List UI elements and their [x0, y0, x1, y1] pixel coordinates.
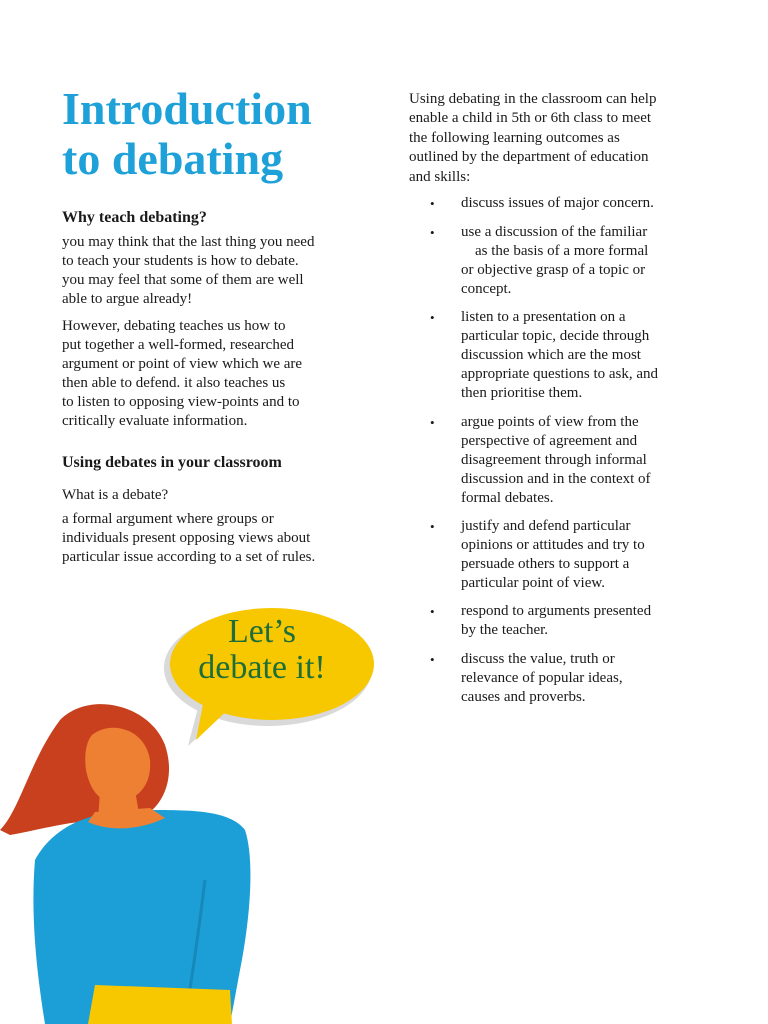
why-paragraph-2 — [62, 317, 382, 431]
using-heading: Using debates in your classroom — [62, 454, 282, 471]
bullet-dot: • — [430, 652, 435, 667]
text-line: individuals present opposing views about — [62, 530, 311, 546]
text-line: put together a well-formed, researched — [62, 337, 294, 353]
text-line: persuade others to support a — [461, 556, 630, 572]
text-line: discussion which are the most — [461, 347, 641, 363]
text-line: formal debates. — [461, 490, 554, 506]
text-line: by the teacher. — [461, 622, 549, 638]
text-line: particular point of view. — [461, 575, 605, 591]
text-line: relevance of popular ideas, — [461, 670, 623, 686]
title-line: to debating — [62, 133, 284, 184]
debate-definition — [62, 510, 382, 567]
why-heading: Why teach debating? — [62, 209, 207, 226]
text-line: then prioritise them. — [461, 385, 583, 401]
text-line: opinions or attitudes and try to — [461, 537, 645, 553]
page-title — [62, 84, 382, 184]
bubble-line: Let’s — [228, 613, 296, 650]
text-line: listen to a presentation on a — [461, 309, 626, 325]
text-line: appropriate questions to ask, and — [461, 366, 659, 382]
bullet-dot: • — [430, 415, 435, 430]
text-line: enable a child in 5th or 6th class to meet — [409, 110, 652, 127]
text-line: then able to defend. it also teaches us — [62, 375, 286, 391]
text-line: able to argue already! — [62, 291, 193, 307]
text-line: the following learning outcomes as — [409, 129, 620, 146]
text-line: and skills: — [409, 168, 471, 185]
text-line: argument or point of view which we are — [62, 356, 303, 372]
pants-shape — [88, 985, 232, 1024]
text-line: particular issue according to a set of rules. — [62, 549, 316, 565]
text-line: as the basis of a more formal — [475, 243, 649, 259]
debate-question — [62, 486, 382, 505]
speech-bubble-text — [172, 614, 352, 686]
text-line: causes and proverbs. — [461, 689, 586, 705]
text-line: perspective of agreement and — [461, 433, 638, 449]
text-line: discuss issues of major concern. — [461, 195, 654, 211]
text-line: discuss the value, truth or — [461, 651, 615, 667]
text-line: justify and defend particular — [461, 518, 631, 534]
text-line: or objective grasp of a topic or — [461, 262, 646, 278]
bullet-dot: • — [430, 519, 435, 534]
text-line: outlined by the department of education — [409, 149, 649, 166]
text-line: concept. — [461, 281, 512, 297]
bubble-line: debate it! — [198, 649, 326, 686]
bullet-dot: • — [430, 604, 435, 619]
text-line: to listen to opposing view-points and to — [62, 394, 300, 410]
text-line: a formal argument where groups or — [62, 511, 274, 527]
why-paragraph-1 — [62, 233, 382, 309]
text-line: you may feel that some of them are well — [62, 272, 304, 288]
text-line: disagreement through informal — [461, 452, 647, 468]
text-line: What is a debate? — [62, 487, 169, 503]
woman-figure — [0, 704, 250, 1024]
text-line: Using debating in the classroom can help — [409, 91, 657, 107]
bullet-dot: • — [430, 310, 435, 325]
outcomes-intro — [409, 90, 729, 187]
text-line: use a discussion of the familiar — [461, 224, 648, 240]
text-line: respond to arguments presented — [461, 603, 652, 619]
bullet-dot: • — [430, 196, 435, 211]
bullet-dot: • — [430, 225, 435, 240]
text-line: discussion and in the context of — [461, 471, 651, 487]
text-line: to teach your students is how to debate. — [62, 253, 299, 269]
text-line: critically evaluate information. — [62, 413, 248, 429]
text-line: argue points of view from the — [461, 414, 639, 430]
text-line: you may think that the last thing you need — [62, 234, 315, 250]
title-line: Introduction — [62, 83, 312, 134]
text-line: particular topic, decide through — [461, 328, 650, 344]
text-line: However, debating teaches us how to — [62, 318, 286, 334]
